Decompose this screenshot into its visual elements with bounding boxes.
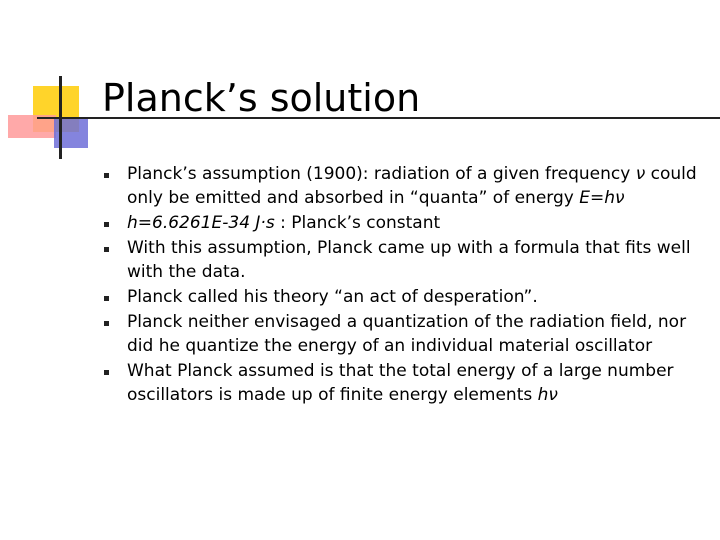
energy-formula: E=hν — [579, 188, 625, 208]
bullet-square-icon — [104, 173, 109, 178]
bullet-text: What Planck assumed is that the total energy of a large number oscillators is made up of finite energy elements hν — [127, 361, 674, 405]
list-item — [104, 236, 704, 284]
list-item — [104, 211, 704, 235]
frequency-symbol: ν — [635, 164, 646, 184]
bullet-text: h=6.6261E-34 J·s : Planck’s constant — [127, 213, 441, 233]
bullet-square-icon — [104, 222, 109, 227]
slide-title: Planck’s solution — [102, 76, 421, 120]
bullet-text: With this assumption, Planck came up with a formula that fits well with the data. — [127, 238, 691, 282]
list-item — [104, 162, 704, 210]
energy-element-symbol: hν — [537, 385, 558, 405]
bullet-square-icon — [104, 370, 109, 375]
bullet-text: Planck called his theory “an act of desperation”. — [127, 287, 538, 307]
bullet-square-icon — [104, 321, 109, 326]
bullet-list — [104, 162, 704, 408]
list-item — [104, 310, 704, 358]
planck-constant-value: h=6.6261E-34 J·s — [127, 213, 275, 233]
bullet-square-icon — [104, 247, 109, 252]
list-item — [104, 359, 704, 407]
bullet-text: Planck’s assumption (1900): radiation of a given frequency ν could only be emitted and absorbed in “quanta” of energy E=hν — [127, 164, 697, 208]
bullet-square-icon — [104, 296, 109, 301]
bullet-text: Planck neither envisaged a quantization of the radiation field, nor did he quantize the energy of an individual material oscillator — [127, 312, 687, 356]
list-item — [104, 285, 704, 309]
